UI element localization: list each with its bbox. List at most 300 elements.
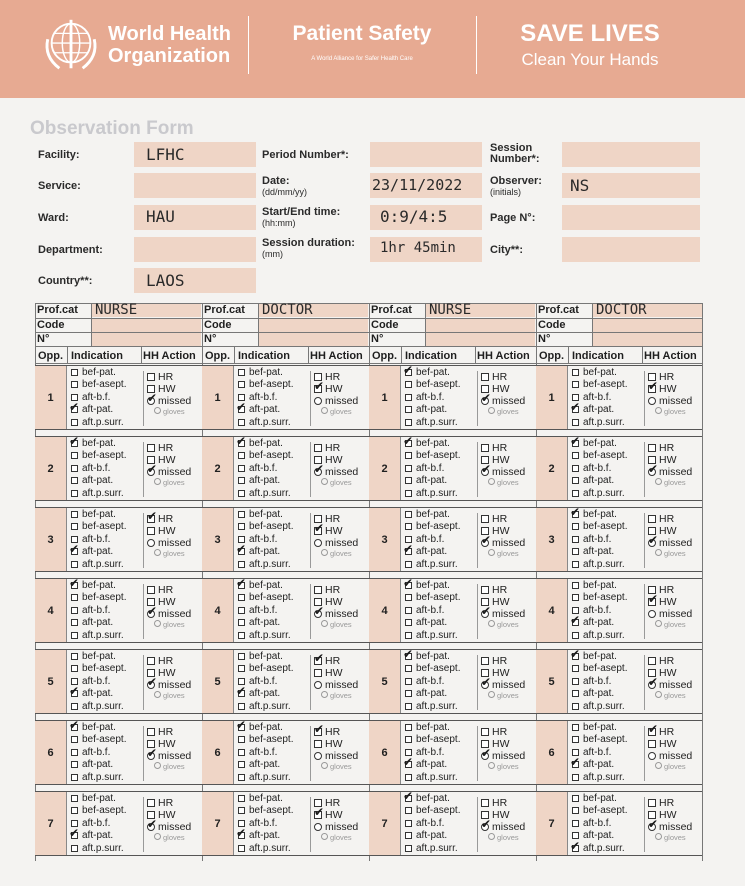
checkbox[interactable] <box>572 678 579 685</box>
indication-option[interactable] <box>236 463 308 475</box>
indication-option[interactable] <box>403 688 475 700</box>
checkbox[interactable] <box>71 369 78 376</box>
hh-action-option[interactable] <box>648 533 706 549</box>
indication-option[interactable] <box>570 475 642 487</box>
checkbox[interactable] <box>405 619 412 626</box>
hh-action-option[interactable] <box>481 391 539 407</box>
indication-option[interactable] <box>403 509 475 521</box>
indication-option[interactable] <box>570 521 642 533</box>
hh-action-option[interactable] <box>481 371 539 383</box>
hh-action-option[interactable] <box>481 513 539 525</box>
hh-action-option[interactable] <box>314 395 372 407</box>
gloves-option[interactable] <box>321 691 352 700</box>
checkbox[interactable] <box>314 669 322 677</box>
indication-option[interactable] <box>403 379 475 391</box>
checkbox[interactable] <box>147 799 155 807</box>
indication-option[interactable] <box>69 434 141 450</box>
checkbox[interactable] <box>71 619 78 626</box>
checkbox[interactable] <box>572 452 579 459</box>
checkbox[interactable] <box>71 736 78 743</box>
checkbox[interactable] <box>481 799 489 807</box>
indication-option[interactable] <box>69 734 141 746</box>
indication-option[interactable] <box>69 826 141 842</box>
indication-option[interactable] <box>403 747 475 759</box>
indication-option[interactable] <box>69 534 141 546</box>
checkbox[interactable] <box>71 419 78 426</box>
indication-option[interactable] <box>403 605 475 617</box>
gloves-option[interactable] <box>488 478 519 487</box>
indication-option[interactable] <box>69 450 141 462</box>
checkbox[interactable] <box>405 807 412 814</box>
gloves-option[interactable] <box>655 549 686 558</box>
checkbox[interactable] <box>238 774 245 781</box>
checkbox[interactable] <box>147 373 155 381</box>
indication-option[interactable] <box>69 542 141 558</box>
hh-action-option[interactable] <box>481 797 539 809</box>
indication-option[interactable] <box>236 576 308 592</box>
checkbox[interactable] <box>405 594 412 601</box>
indication-option[interactable] <box>570 580 642 592</box>
gloves-option[interactable] <box>488 691 519 700</box>
indication-option[interactable] <box>570 592 642 604</box>
gloves-option[interactable] <box>655 407 686 416</box>
indication-option[interactable] <box>236 379 308 391</box>
checkbox[interactable] <box>572 561 579 568</box>
indication-option[interactable] <box>69 793 141 805</box>
checkbox[interactable] <box>238 465 245 472</box>
gloves-option[interactable] <box>321 407 352 416</box>
checkbox[interactable] <box>314 740 322 748</box>
indication-option[interactable] <box>69 701 141 713</box>
checkbox[interactable] <box>71 381 78 388</box>
indication-option[interactable] <box>403 521 475 533</box>
hh-action-option[interactable] <box>481 584 539 596</box>
checkbox[interactable] <box>71 465 78 472</box>
indication-option[interactable] <box>69 843 141 855</box>
hh-action-option[interactable] <box>648 442 706 454</box>
indication-option[interactable] <box>236 843 308 855</box>
hh-action-option[interactable] <box>147 584 205 596</box>
hh-action-option[interactable] <box>648 797 706 809</box>
indication-option[interactable] <box>69 617 141 629</box>
hh-action-option[interactable] <box>314 537 372 549</box>
hh-action-option[interactable] <box>147 537 205 549</box>
checkbox[interactable] <box>71 490 78 497</box>
radio[interactable] <box>314 823 322 831</box>
radio[interactable] <box>648 752 656 760</box>
hh-action-option[interactable] <box>147 604 205 620</box>
indication-option[interactable] <box>69 488 141 500</box>
indication-option[interactable] <box>570 546 642 558</box>
hh-action-option[interactable] <box>481 462 539 478</box>
gloves-option[interactable] <box>154 478 185 487</box>
hh-action-option[interactable] <box>314 821 372 833</box>
checkbox[interactable] <box>572 419 579 426</box>
checkbox[interactable] <box>238 665 245 672</box>
checkbox[interactable] <box>572 582 579 589</box>
radio[interactable] <box>314 397 322 405</box>
checkbox[interactable] <box>238 419 245 426</box>
checkbox[interactable] <box>71 511 78 518</box>
indication-option[interactable] <box>570 734 642 746</box>
checkbox[interactable] <box>405 465 412 472</box>
indication-option[interactable] <box>69 605 141 617</box>
indication-option[interactable] <box>570 701 642 713</box>
indication-option[interactable] <box>236 701 308 713</box>
indication-option[interactable] <box>403 488 475 500</box>
indication-option[interactable] <box>69 718 141 734</box>
indication-option[interactable] <box>570 647 642 663</box>
checkbox[interactable] <box>405 523 412 530</box>
gloves-option[interactable] <box>488 833 519 842</box>
indication-option[interactable] <box>236 509 308 521</box>
gloves-option[interactable] <box>154 620 185 629</box>
gloves-option[interactable] <box>154 833 185 842</box>
hh-action-option[interactable] <box>648 817 706 833</box>
checkbox[interactable] <box>572 690 579 697</box>
hh-action-option[interactable] <box>481 442 539 454</box>
hh-action-option[interactable] <box>147 675 205 691</box>
indication-option[interactable] <box>570 379 642 391</box>
indication-option[interactable] <box>570 613 642 629</box>
checkbox[interactable] <box>71 561 78 568</box>
hh-action-option[interactable] <box>648 379 706 395</box>
hh-action-option[interactable] <box>314 750 372 762</box>
checkbox[interactable] <box>238 619 245 626</box>
radio[interactable] <box>648 610 656 618</box>
indication-option[interactable] <box>570 417 642 429</box>
hh-action-option[interactable] <box>147 817 205 833</box>
indication-option[interactable] <box>69 651 141 663</box>
checkbox[interactable] <box>572 795 579 802</box>
hh-action-option[interactable] <box>481 675 539 691</box>
hh-action-option[interactable] <box>314 738 372 750</box>
checkbox[interactable] <box>481 373 489 381</box>
indication-option[interactable] <box>403 404 475 416</box>
hh-action-option[interactable] <box>147 655 205 667</box>
checkbox[interactable] <box>71 653 78 660</box>
hh-action-option[interactable] <box>314 379 372 395</box>
gloves-option[interactable] <box>321 762 352 771</box>
indication-option[interactable] <box>570 663 642 675</box>
indication-option[interactable] <box>403 772 475 784</box>
indication-option[interactable] <box>236 417 308 429</box>
indication-option[interactable] <box>69 463 141 475</box>
checkbox[interactable] <box>71 807 78 814</box>
indication-option[interactable] <box>69 747 141 759</box>
checkbox[interactable] <box>71 523 78 530</box>
indication-option[interactable] <box>403 630 475 642</box>
checkbox[interactable] <box>572 665 579 672</box>
gloves-option[interactable] <box>321 620 352 629</box>
checkbox[interactable] <box>238 511 245 518</box>
indication-option[interactable] <box>403 755 475 771</box>
checkbox[interactable] <box>405 511 412 518</box>
indication-option[interactable] <box>236 367 308 379</box>
radio[interactable] <box>314 752 322 760</box>
indication-option[interactable] <box>69 521 141 533</box>
checkbox[interactable] <box>238 807 245 814</box>
indication-option[interactable] <box>69 759 141 771</box>
indication-option[interactable] <box>236 793 308 805</box>
indication-option[interactable] <box>236 534 308 546</box>
indication-option[interactable] <box>403 542 475 558</box>
checkbox[interactable] <box>71 761 78 768</box>
checkbox[interactable] <box>71 594 78 601</box>
checkbox[interactable] <box>71 665 78 672</box>
checkbox[interactable] <box>572 807 579 814</box>
indication-option[interactable] <box>69 417 141 429</box>
indication-option[interactable] <box>403 818 475 830</box>
checkbox[interactable] <box>238 594 245 601</box>
gloves-option[interactable] <box>655 620 686 629</box>
indication-option[interactable] <box>236 617 308 629</box>
hh-action-option[interactable] <box>481 655 539 667</box>
indication-option[interactable] <box>69 805 141 817</box>
indication-option[interactable] <box>236 592 308 604</box>
hh-action-option[interactable] <box>481 533 539 549</box>
checkbox[interactable] <box>572 490 579 497</box>
indication-option[interactable] <box>236 805 308 817</box>
radio[interactable] <box>648 397 656 405</box>
checkbox[interactable] <box>405 736 412 743</box>
indication-option[interactable] <box>570 838 642 855</box>
indication-option[interactable] <box>570 505 642 521</box>
checkbox[interactable] <box>648 799 656 807</box>
indication-option[interactable] <box>570 772 642 784</box>
checkbox[interactable] <box>71 774 78 781</box>
radio[interactable] <box>314 539 322 547</box>
checkbox[interactable] <box>572 548 579 555</box>
checkbox[interactable] <box>648 444 656 452</box>
hh-action-option[interactable] <box>648 675 706 691</box>
indication-option[interactable] <box>570 747 642 759</box>
indication-option[interactable] <box>570 605 642 617</box>
checkbox[interactable] <box>572 523 579 530</box>
checkbox[interactable] <box>147 527 155 535</box>
city-field[interactable] <box>562 237 700 262</box>
hh-action-option[interactable] <box>147 509 205 525</box>
checkbox[interactable] <box>71 703 78 710</box>
hh-action-option[interactable] <box>481 604 539 620</box>
hh-action-option[interactable] <box>481 726 539 738</box>
checkbox[interactable] <box>572 724 579 731</box>
gloves-option[interactable] <box>488 407 519 416</box>
indication-option[interactable] <box>236 651 308 663</box>
session-number-field[interactable] <box>562 142 700 167</box>
indication-option[interactable] <box>570 688 642 700</box>
indication-option[interactable] <box>236 488 308 500</box>
indication-option[interactable] <box>236 559 308 571</box>
indication-option[interactable] <box>69 392 141 404</box>
checkbox[interactable] <box>481 728 489 736</box>
hh-action-option[interactable] <box>314 805 372 821</box>
checkbox[interactable] <box>238 561 245 568</box>
indication-option[interactable] <box>403 830 475 842</box>
checkbox[interactable] <box>238 795 245 802</box>
indication-option[interactable] <box>570 559 642 571</box>
checkbox[interactable] <box>238 761 245 768</box>
indication-option[interactable] <box>236 676 308 688</box>
hh-action-option[interactable] <box>648 592 706 608</box>
indication-option[interactable] <box>69 818 141 830</box>
hh-action-option[interactable] <box>147 442 205 454</box>
indication-option[interactable] <box>403 475 475 487</box>
indication-option[interactable] <box>69 576 141 592</box>
hh-action-option[interactable] <box>481 746 539 762</box>
indication-option[interactable] <box>403 663 475 675</box>
hh-action-option[interactable] <box>314 679 372 691</box>
checkbox[interactable] <box>648 515 656 523</box>
checkbox[interactable] <box>405 690 412 697</box>
checkbox[interactable] <box>405 419 412 426</box>
gloves-option[interactable] <box>154 691 185 700</box>
checkbox[interactable] <box>147 444 155 452</box>
indication-option[interactable] <box>403 392 475 404</box>
gloves-option[interactable] <box>488 549 519 558</box>
indication-option[interactable] <box>236 521 308 533</box>
indication-option[interactable] <box>570 534 642 546</box>
checkbox[interactable] <box>405 678 412 685</box>
checkbox[interactable] <box>572 536 579 543</box>
checkbox[interactable] <box>648 657 656 665</box>
hh-action-option[interactable] <box>648 462 706 478</box>
checkbox[interactable] <box>314 444 322 452</box>
hh-action-option[interactable] <box>648 655 706 667</box>
checkbox[interactable] <box>71 845 78 852</box>
indication-option[interactable] <box>570 367 642 379</box>
checkbox[interactable] <box>405 477 412 484</box>
indication-option[interactable] <box>570 488 642 500</box>
gloves-option[interactable] <box>321 833 352 842</box>
checkbox[interactable] <box>405 845 412 852</box>
checkbox[interactable] <box>405 406 412 413</box>
indication-option[interactable] <box>69 367 141 379</box>
hh-action-option[interactable] <box>314 667 372 679</box>
indication-option[interactable] <box>236 826 308 842</box>
indication-option[interactable] <box>69 684 141 700</box>
indication-option[interactable] <box>403 463 475 475</box>
checkbox[interactable] <box>405 394 412 401</box>
hh-action-option[interactable] <box>648 608 706 620</box>
indication-option[interactable] <box>570 818 642 830</box>
indication-option[interactable] <box>236 772 308 784</box>
checkbox[interactable] <box>572 774 579 781</box>
indication-option[interactable] <box>403 647 475 663</box>
checkbox[interactable] <box>405 832 412 839</box>
hh-action-option[interactable] <box>648 750 706 762</box>
hh-action-option[interactable] <box>147 726 205 738</box>
gloves-option[interactable] <box>655 691 686 700</box>
indication-option[interactable] <box>403 450 475 462</box>
checkbox[interactable] <box>405 774 412 781</box>
indication-option[interactable] <box>403 417 475 429</box>
gloves-option[interactable] <box>321 549 352 558</box>
gloves-option[interactable] <box>154 549 185 558</box>
checkbox[interactable] <box>238 749 245 756</box>
checkbox[interactable] <box>405 665 412 672</box>
indication-option[interactable] <box>403 722 475 734</box>
indication-option[interactable] <box>570 722 642 734</box>
checkbox[interactable] <box>405 724 412 731</box>
checkbox[interactable] <box>314 586 322 594</box>
checkbox[interactable] <box>572 465 579 472</box>
indication-option[interactable] <box>570 755 642 771</box>
checkbox[interactable] <box>71 749 78 756</box>
checkbox[interactable] <box>238 381 245 388</box>
service-field[interactable] <box>134 173 256 198</box>
checkbox[interactable] <box>238 736 245 743</box>
indication-option[interactable] <box>236 759 308 771</box>
checkbox[interactable] <box>481 586 489 594</box>
indication-option[interactable] <box>236 475 308 487</box>
indication-option[interactable] <box>570 463 642 475</box>
checkbox[interactable] <box>71 632 78 639</box>
hh-action-option[interactable] <box>314 584 372 596</box>
radio[interactable] <box>314 681 322 689</box>
indication-option[interactable] <box>403 534 475 546</box>
checkbox[interactable] <box>405 632 412 639</box>
indication-option[interactable] <box>570 805 642 817</box>
indication-option[interactable] <box>236 605 308 617</box>
indication-option[interactable] <box>69 592 141 604</box>
checkbox[interactable] <box>572 381 579 388</box>
indication-option[interactable] <box>403 592 475 604</box>
checkbox[interactable] <box>405 381 412 388</box>
indication-option[interactable] <box>570 830 642 842</box>
checkbox[interactable] <box>572 703 579 710</box>
hh-action-option[interactable] <box>648 738 706 750</box>
checkbox[interactable] <box>238 653 245 660</box>
hh-action-option[interactable] <box>147 371 205 383</box>
checkbox[interactable] <box>481 515 489 523</box>
indication-option[interactable] <box>403 734 475 746</box>
indication-option[interactable] <box>236 818 308 830</box>
hh-action-option[interactable] <box>147 525 205 537</box>
indication-option[interactable] <box>236 734 308 746</box>
checkbox[interactable] <box>481 657 489 665</box>
period-number-field[interactable] <box>370 142 482 167</box>
hh-action-option[interactable] <box>481 817 539 833</box>
indication-option[interactable] <box>236 542 308 558</box>
indication-option[interactable] <box>69 630 141 642</box>
hh-action-option[interactable] <box>648 722 706 738</box>
hh-action-option[interactable] <box>314 604 372 620</box>
checkbox[interactable] <box>481 444 489 452</box>
indication-option[interactable] <box>236 450 308 462</box>
indication-option[interactable] <box>403 559 475 571</box>
checkbox[interactable] <box>71 795 78 802</box>
indication-option[interactable] <box>69 559 141 571</box>
checkbox[interactable] <box>572 594 579 601</box>
indication-option[interactable] <box>403 363 475 379</box>
indication-option[interactable] <box>570 434 642 450</box>
indication-option[interactable] <box>69 676 141 688</box>
indication-option[interactable] <box>236 400 308 416</box>
checkbox[interactable] <box>147 586 155 594</box>
indication-option[interactable] <box>403 789 475 805</box>
hh-action-option[interactable] <box>314 462 372 478</box>
page-number-field[interactable] <box>562 205 700 230</box>
indication-option[interactable] <box>236 630 308 642</box>
indication-option[interactable] <box>236 392 308 404</box>
indication-option[interactable] <box>403 617 475 629</box>
checkbox[interactable] <box>572 632 579 639</box>
checkbox[interactable] <box>572 736 579 743</box>
checkbox[interactable] <box>405 820 412 827</box>
gloves-option[interactable] <box>488 620 519 629</box>
indication-option[interactable] <box>570 793 642 805</box>
